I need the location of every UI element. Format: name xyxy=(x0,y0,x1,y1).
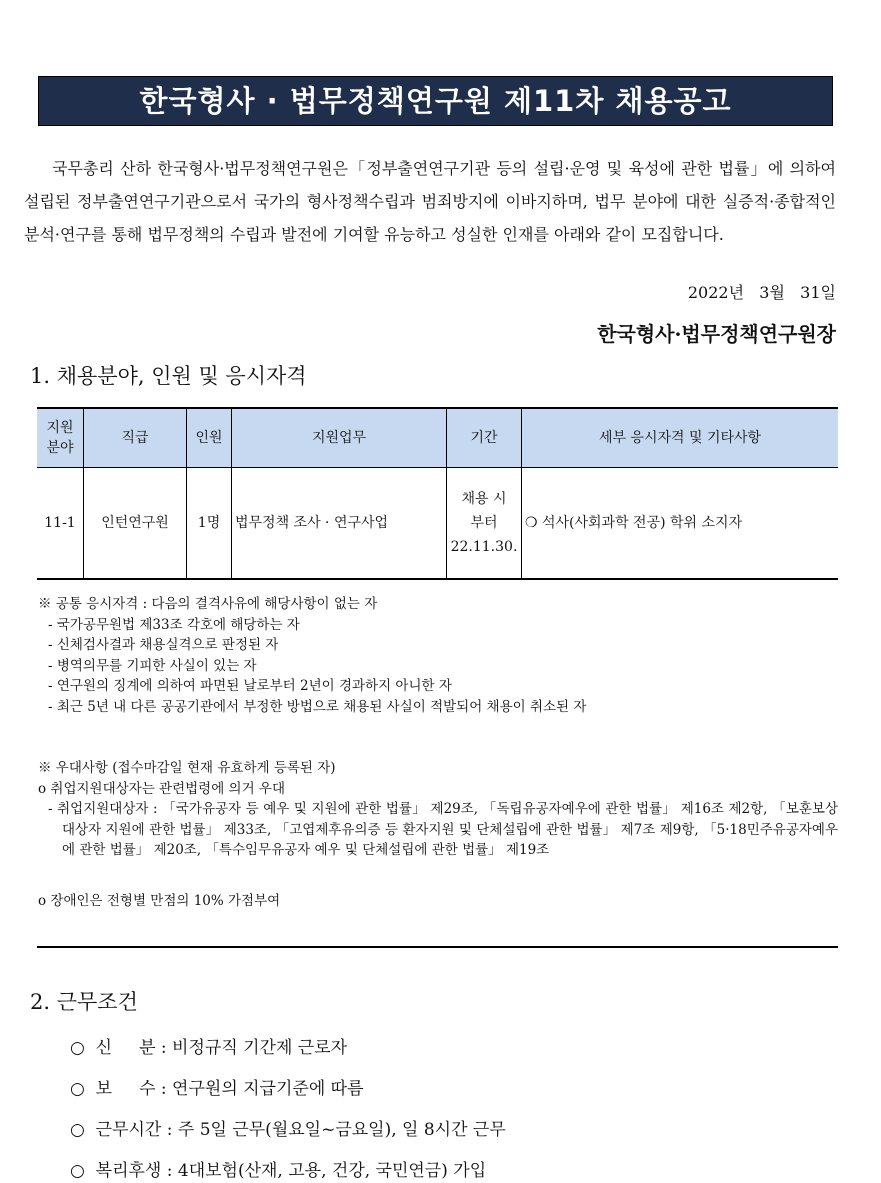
table-header-row xyxy=(37,408,838,468)
divider xyxy=(37,946,838,948)
table-row xyxy=(37,468,838,580)
common-item: - 최근 5년 내 다른 공공기관에서 부정한 방법으로 채용된 사실이 적발되어 채용이 취소된 자 xyxy=(48,698,587,715)
preference-detail: - 취업지원대상자 : 「국가유공자 등 예우 및 지원에 관한 법률」 제29조, 「독립유공자예우에 관한 법률」 제16조 제2항, 「보훈보상대상자 지원에 관한 법률」 제33조, 「고엽제후유의증 등 환자지원 및 단체설립에 관한 법률」 제7조 제9항, 「5·18민주유공자예우에 관한 법률」 제20조, 「특수임무유공자 예우 및 단체설립에 관한 법률」 제19조 xyxy=(48,801,838,858)
condition-welfare xyxy=(70,1156,486,1181)
condition-pay xyxy=(70,1074,364,1099)
cell-duty: 법무정책 조사 · 연구사업 xyxy=(232,468,447,580)
condition-label: ○ 보 수 : xyxy=(70,1079,167,1099)
period-line-1: 채용 시 xyxy=(461,491,507,507)
th-period: 기간 xyxy=(447,408,522,468)
period-line-2: 부터 xyxy=(470,515,498,531)
cell-count: 1명 xyxy=(187,468,232,580)
common-item: - 국가공무원법 제33조 각호에 해당하는 자 xyxy=(48,616,300,633)
common-item: - 신체검사결과 채용실격으로 판정된 자 xyxy=(48,637,279,653)
cell-period xyxy=(447,468,522,580)
notice-date: 2022년 3월 31일 xyxy=(687,283,836,302)
condition-value: 비정규직 기간제 근로자 xyxy=(172,1038,348,1058)
condition-label: ○ 근무시간 : xyxy=(70,1120,173,1140)
preference-item: o 장애인은 전형별 만점의 10% 가점부여 xyxy=(38,892,281,909)
section-1-heading: 1. 채용분야, 인원 및 응시자격 xyxy=(30,364,307,388)
signer: 한국형사·법무정책연구원장 xyxy=(597,322,836,346)
section-2-heading: 2. 근무조건 xyxy=(30,990,138,1014)
cell-rank: 인턴연구원 xyxy=(84,468,187,580)
preference-item: o 취업지원대상자는 관련법령에 의거 우대 xyxy=(38,780,285,797)
period-line-3: 22.11.30. xyxy=(450,539,518,555)
common-item: - 병역의무를 기피한 사실이 있는 자 xyxy=(48,657,257,674)
page-title: 한국형사 · 법무정책연구원 제11차 채용공고 xyxy=(139,84,732,118)
cell-field: 11-1 xyxy=(37,468,84,580)
common-qualification-title: ※ 공통 응시자격 : 다음의 결격사유에 해당사항이 없는 자 xyxy=(38,596,378,612)
th-detail: 세부 응시자격 및 기타사항 xyxy=(522,408,839,468)
recruitment-table xyxy=(37,407,838,580)
condition-label: ○ 복리후생 : xyxy=(70,1161,173,1181)
th-count: 인원 xyxy=(187,408,232,468)
condition-value: 4대보험(산재, 고용, 건강, 국민연금) 가입 xyxy=(177,1161,487,1181)
cell-detail: ❍ 석사(사회과학 전공) 학위 소지자 xyxy=(522,468,839,580)
condition-hours xyxy=(70,1115,506,1140)
condition-label: ○ 신 분 : xyxy=(70,1038,167,1058)
title-banner xyxy=(38,76,833,126)
condition-value: 연구원의 지급기준에 따름 xyxy=(172,1079,364,1099)
th-rank: 직급 xyxy=(84,408,187,468)
common-item: - 연구원의 징계에 의하여 파면된 날로부터 2년이 경과하지 아니한 자 xyxy=(48,678,452,694)
intro-paragraph: 국무총리 산하 한국형사·법무정책연구원은「정부출연연구기관 등의 설립·운영 및 육성에 관한 법률」에 의하여 설립된 정부출연연구기관으로서 국가의 형사정책수립과 범죄방지에 이바지하며, 법무 분야에 대한 실증적·종합적인 분석·연구를 통해 법무정책의 수립과 발전에 기여할 유능하고 성실한 인재를 아래와 같이 모집합니다. xyxy=(24,159,836,244)
th-duty: 지원업무 xyxy=(232,408,447,468)
preference-title: ※ 우대사항 (접수마감일 현재 유효하게 등록된 자) xyxy=(38,760,336,776)
condition-status xyxy=(70,1033,347,1058)
th-field: 지원 분야 xyxy=(37,408,84,468)
notes-block xyxy=(38,594,838,911)
condition-value: 주 5일 근무(월요일~금요일), 일 8시간 근무 xyxy=(177,1120,506,1140)
